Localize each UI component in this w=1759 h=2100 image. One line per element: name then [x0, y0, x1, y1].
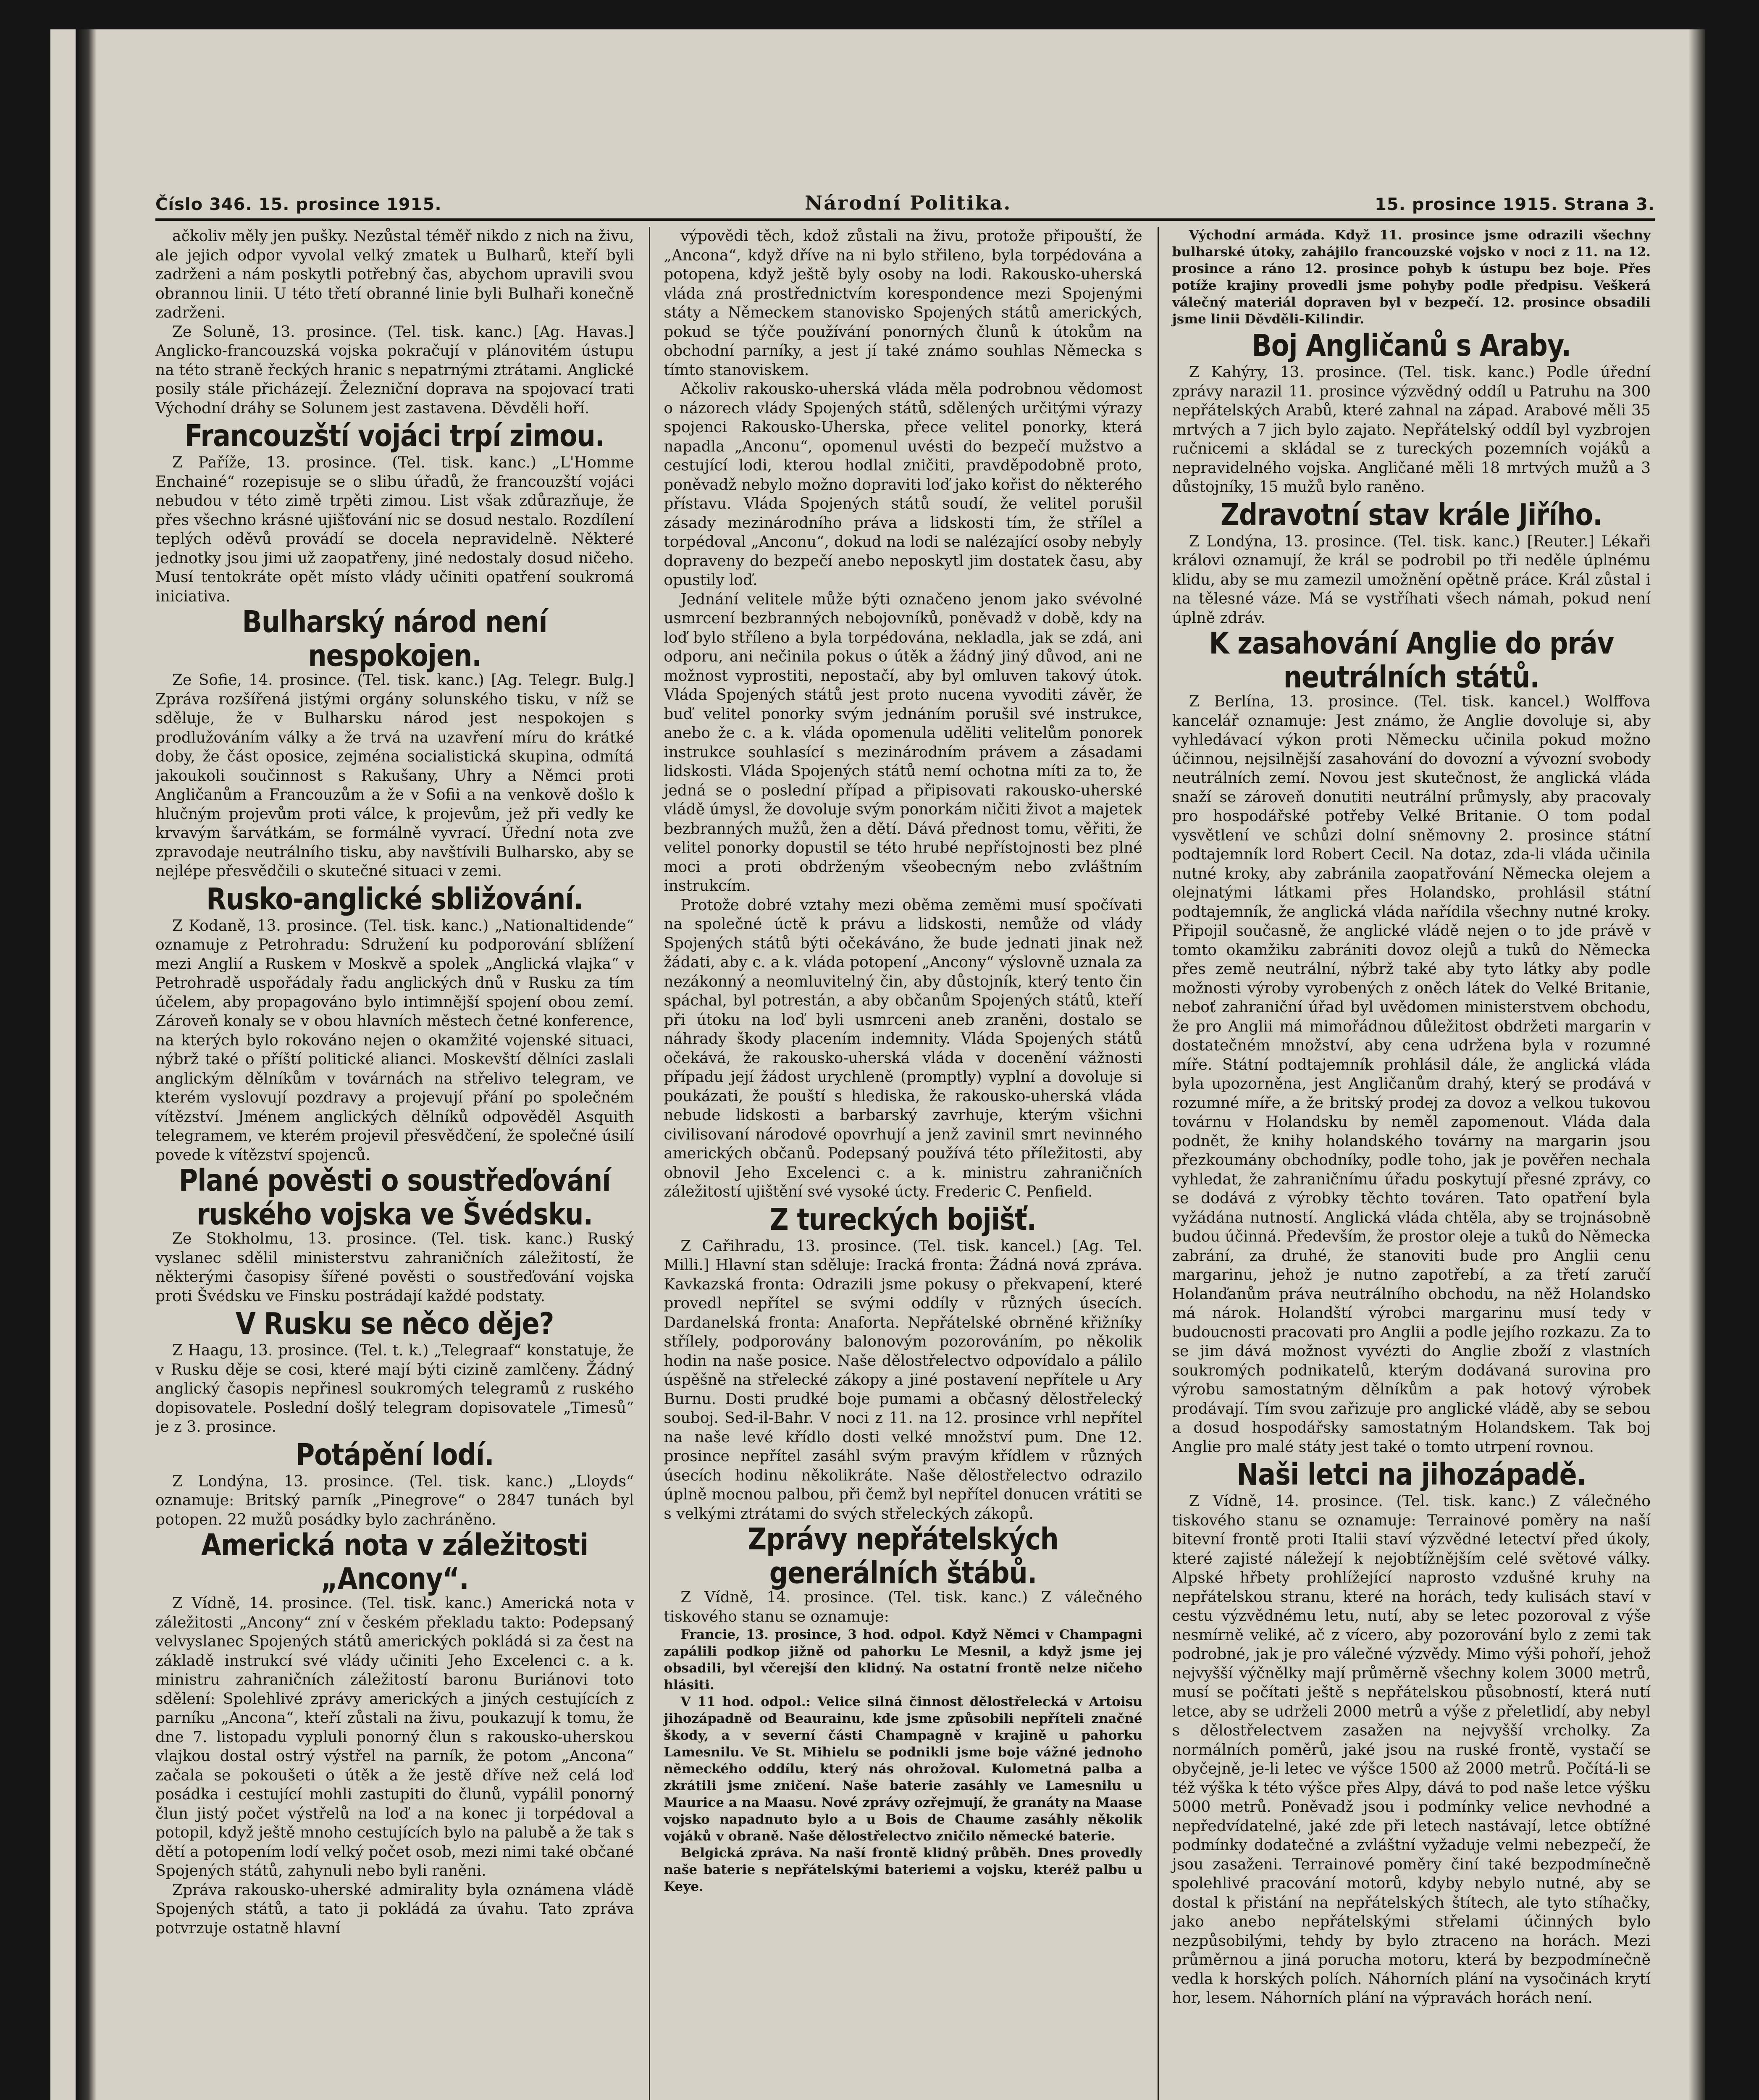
- header-masthead: Národní Politika.: [805, 192, 1012, 214]
- page-edge-shadow: [1688, 29, 1705, 2100]
- page-fold-shadow: [76, 29, 97, 2100]
- article-headline: Americká nota v záležitosti „Ancony“.: [201, 1527, 588, 1596]
- article-paragraph: Protože dobré vztahy mezi oběma zeměmi musí spočívati na společné úctě k právu a lidskosti, nemůže od vlády Spojených států býti očekáváno, že bude jednati jinak než žádati, aby c. a k. vláda potopení „Ancony“ výslovně uznala za nezákonný a neomluvitelný čin, aby důstojník, který tento čin spáchal, byl potrestán, a aby občanům Spojených států, kteří při útoku na loď byli usmrceni aneb zraněni, dostalo se náhrady škody placením indemnity. Vláda Spojených států očekává, že rakousko-uherská vláda v docenění vážnosti případu její žádost urychleně (promptly) vyplní a dovoluje si poukázati, že pouští s hlediska, že rakousko-uherská vláda nebude lidskosti a barbarský zavrhuje, kterým všichni civilisovaní národové opovrhují a jenž zavinil smrt nevinného amerických občanů. Podepsaný používá této příležitosti, aby obnovil Jeho Excelenci c. a k. ministru zahraničních záležitostí ujištění své vysoké úcty. Frederic C. Penfield.: [664, 896, 1142, 1200]
- article-paragraph: Z Vídně, 14. prosince. (Tel. tisk. kanc.) Americká nota v záležitosti „Ancony“ zní v českém překladu takto: Podepsaný velvyslanec Spojených států amerických pokládá si za čest na základě instrukcí své vlády učiniti Jeho Excelenci c. a k. ministru zahraničních záležitostí baronu Buriánovi toto sdělení: Spolehlivé zprávy amerických a jiných cestujících z parníku „Ancona“, kteří zůstali na živu, poukazují k tomu, že dne 7. listopadu vypluli ponorný člun s rakousko-uherskou vlajkou dostal ostrý výstřel na parník, že potom „Ancona“ začala se pokoušeti o útěk a že jestě dříve než celá loď posádka i cestující mohli zastupiti do člunů, vypálil ponorný člun jistý počet výstřelů na loď a na konec ji torpédoval a potopil, když ještě mnoho cestujících bylo na palubě a že tak s dětí a potopením lodí velký počet osob, mezi nimi také občané Spojených států, zahynuli nebo byli raněni.: [155, 1595, 634, 1880]
- article-paragraph: Zpráva rakousko-uherské admirality byla oznámena vládě Spojených států, a tato ji pokládá za úvahu. Tato zpráva potvrzuje ostatně hlavní: [155, 1881, 634, 1937]
- header-issue: Číslo 346. 15. prosince 1915.: [155, 195, 442, 214]
- article-headline: V Rusku se něco děje?: [235, 1306, 554, 1341]
- page-header: [155, 172, 1655, 214]
- article-headline: Plané pověsti o soustřeďování ruského vojska ve Švédsku.: [179, 1163, 611, 1232]
- article-paragraph: Z Kodaně, 13. prosince. (Tel. tisk. kanc.) „Nationaltidende“ oznamuje z Petrohradu: Sdružení ku podporování sblížení mezi Anglií a Ruskem v Moskvě a spolek „Anglická vlajka“ v Petrohradě uspořádaly řadu anglických dnů v Rusku za tím účelem, aby propagováno bylo intimnější spojení obou zemí. Zároveň konaly se v obou hlavních městech četné konference, na kterých bylo rokováno nejen o okamžité vojenské situaci, nýbrž také o příští politické alianci. Moskevští dělníci zaslali anglickým dělníkům v továrnách na střelivo telegram, ve kterém vyslovují pozdravy a projevují přání po společném vítězství. Jménem anglických dělníků odpověděl Asquith telegramem, ve kterém projevil přesvědčení, že společné úsilí povede k vítězství spojenců.: [155, 917, 634, 1164]
- newspaper-page: [50, 29, 1705, 2100]
- article-paragraph: Z Kahýry, 13. prosince. (Tel. tisk. kanc.) Podle úřední zprávy narazil 11. prosince výzvědný oddíl u Patruhu na 300 nepřátelských Arabů, které zahnal na západ. Arabové měli 35 mrtvých a 7 jich bylo zajato. Nepřátelský oddíl byl vyzbrojen ručnicemi a skládal se z tureckých pozemních vojáků a nepravidelného vojska. Angličané měli 18 mrtvých mužů a 3 důstojníky, 15 mužů bylo raněno.: [1172, 364, 1651, 496]
- article-paragraph: Z Londýna, 13. prosince. (Tel. tisk. kanc.) [Reuter.] Lékaři královi oznamují, že král se podrobil po tři neděle úplnému klidu, aby se mu zamezil umožnění opětně práce. Král zůstal i na tělesné váze. Má se vystříhati všech námah, pokud není úplně zdráv.: [1172, 533, 1651, 627]
- article-headline: Potápění lodí.: [295, 1436, 494, 1472]
- article-headline: Zdravotní stav krále Jiřího.: [1220, 496, 1602, 532]
- article-paragraph: Východní armáda. Když 11. prosince jsme odrazili všechny bulharské útoky, zahájilo francouzské vojsko v noci z 11. na 12. prosince a ráno 12. prosince pohyb k ústupu bez boje. Přes potíže krajiny provedli jsme pohyby podle předpisu. Veškerá válečný materiál dopraven byl v bezpečí. 12. prosince obsadili jsme linii Děvděli-Kilindir.: [1172, 228, 1651, 327]
- article-paragraph: Z Cařihradu, 13. prosince. (Tel. tisk. kancel.) [Ag. Tel. Milli.] Hlavní stan sděluje: Iracká fronta: Žádná nová zpráva. Kavkazská fronta: Odrazili jsme pokusy o překvapení, které provedl nepřítel se svými oddíly v různých úsecích. Dardanelská fronta: Anaforta. Nepřátelské obrněné křižníky střílely, podporovány balonovým pozorováním, po několik hodin na naše posice. Naše dělostřelectvo odpovídalo a pálilo úspěšně na střelecké zákopy a jiné postavení nepřítele u Ary Burnu. Dosti prudké boje pumami a občasný dělostřelecký souboj. Sed-il-Bahr. V noci z 11. na 12. prosince vrhl nepřítel na naše levé křídlo dosti velké množství pum. Dne 12. prosince nepřítel zasáhl svým pravým křídlem v různých úsecích hodinu několikráte. Naše dělostřelectvo odrazilo úplně mocnou palbou, při čemž byl nepřítel donucen vrátiti se s velkými ztrátami do svých střeleckých zákopů.: [664, 1237, 1142, 1522]
- article-paragraph: ačkoliv měly jen pušky. Nezůstal téměř nikdo z nich na živu, ale jejich odpor vyvolal velký zmatek u Bulharů, kteří byli zadrženi a nám poskytli potřebný čas, abychom upravili svou obrannou linii. U této třetí obranné linie byli Bulhaři konečně zadrženi.: [155, 228, 634, 321]
- article-headline: Z tureckých bojišť.: [769, 1201, 1037, 1237]
- article-paragraph: V 11 hod. odpol.: Velice silná činnost dělostřelecká v Artoisu jihozápadně od Beaurainu, kde jsme způsobili nepříteli značné škody, a v severní části Champagně v krajině u pahorku Lamesnilu. Ve St. Mihielu se podnikli jsme boje vážné jednoho německého oddílu, který nás ohrožoval. Kulometná palba a zkrátili jsme zničení. Naše baterie zasáhly ve Lamesnilu u Maurice a na Maasu. Nové zprávy ozřejmují, že granáty na Maase vojsko napadnuto bylo a u Bois de Chaume zasáhly několik vojáků v obraně. Naše dělostřelectvo zničilo německé baterie.: [664, 1694, 1142, 1844]
- article-paragraph: Ačkoliv rakousko-uherská vláda měla podrobnou vědomost o názorech vlády Spojených států, sdělených určitými výrazy spojenci Rakousko-Uherska, přece velitel ponorky, která napadla „Anconu“, opomenul uvésti do bezpečí mužstvo a cestující lodi, kterou hodlal zničiti, pravděpodobně proto, poněvadž nebylo možno dopraviti loď jako kořist do některého přístavu. Vláda Spojených států soudí, že velitel porušil zásady mezinárodního práva a lidskosti tím, že střílel a torpédoval „Anconu“, dokud na lodi se nalézající osoby nebyly dopraveny do bezpečí anebo neposkytl jim dostatek času, aby opustily loď.: [664, 381, 1142, 589]
- column-1: [155, 227, 634, 2100]
- article-headline: Rusko-anglické sbližování.: [206, 881, 583, 916]
- article-paragraph: Ze Sofie, 14. prosince. (Tel. tisk. kanc.) [Ag. Telegr. Bulg.] Zpráva rozšířená jistými orgány solunského tisku, v níž se sděluje, že v Bulharsku národ jest nespokojen s prodlužováním války a že trvá na uzavření míru do krátké doby, že část oposice, zejména socialistická skupina, odmítá jakoukoli součinnost s Rakušany, Uhry a Němci proti Angličanům a Francouzům a že v Sofii a na venkově došlo k hlučným projevům proti válce, k projevům, jež při vedly ke krvavým šarvátkám, se formálně vyvrací. Úřední nota zve zpravodaje neutrálního tisku, aby navštívili Bulharsko, aby se nejlépe přesvědčili o skutečné situaci v zemi.: [155, 672, 634, 880]
- article-columns: [155, 227, 1651, 2100]
- article-paragraph: Z Vídně, 14. prosince. (Tel. tisk. kanc.) Z válečného tiskového stanu se oznamuje: Terrainové poměry na naší bitevní frontě proti Italii staví výzvědné letectví před úkoly, které zajisté náležejí k nejobtížnějším celé světové války. Alpské hřbety prohlížející naprosto vzdušné kruhy na nepřátelskou stranu, které na horách, tedy kulisách staví v cestu výzvědnému letu, nutí, aby se letec pozoroval z výše nesmírně veliké, ač z vícero, aby pozorování bylo z zemi tak podrobné, jak je pro válečné výzvědy. Mimo výši pohoří, jehož nejvyšší výčnělky mají průměrně všechny kolem 3000 metrů, musí se počítati ještě s nepřátelskou působností, která nutí letce, aby se udrželi 2000 metrů a výše z přeletlidí, aby nebyl s dělostřelectvem zasažen na nejvyšší vrcholky. Za normálních poměrů, jaké jsou na ruské frontě, vystačí se obyčejně, je-li letec ve výšce 1500 až 2000 metrů. Počítá-li se též výška k této výšce přes Alpy, dává to pod naše letce výšku 5000 metrů. Poněvadž jsou i podmínky velice nevhodné a nepředvídatelné, jaké zde při letech nastávají, letce obtížné podmínky dodatečné a zvláštní vyžaduje velmi nebezpečí, že jsou zasaženi. Terrainové poměry činí také bezpodmínečně spolehlivé pracování motorů, kdyby nebylo nutné, aby se dostal k přistání na nepřátelských štítech, ale tyto stíhačky, jako anebo nepřátelskými střelami účinných bylo nezpůsobilými, tehdy by bylo ztraceno na horách. Mezi průměrnou a jiná porucha motoru, která by bezpodmínečně vedla k horských polích. Náhorních plání na vysočinách krytí hor, lesem. Náhorních plání na výpravách horách není.: [1172, 1493, 1651, 2007]
- article-paragraph: Z Berlína, 13. prosince. (Tel. tisk. kancel.) Wolffova kancelář oznamuje: Jest známo, že Anglie dovoluje si, aby vyhledávací výkon proti Německu učinila pokud možno účinnou, nejsilnější zasahování do dovozní a vývozní svobody neutrálních zemí. Novou jest skutečnost, že anglická vláda snaží se zároveň donutiti neutrální průmysly, aby pracovaly pro hospodářské potřeby Velké Britanie. O tom podal vysvětlení ve schůzi dolní sněmovny 2. prosince státní podtajemník lord Robert Cecil. Na dotaz, zda-li vláda učinila nutné kroky, aby zabránila zaopatřování Německa olejem a olejnatými látkami přes Holandsko, prohlásil státní podtajemník, že anglická vláda nařídila všechny nutné kroky. Připojil současně, že anglické vládě nejen o to jde právě v tomto okamžiku zabrániti dovoz olejů a tuků do Německa přes země neutrální, nýbrž také aby tyto látky aby podle možnosti výroby vyrobených z oněch látek do Velké Britanie, neboť zahraniční úřad byl uvědomen ministerstvem obchodu, že pro Anglii má mimořádnou důležitost obdržeti margarin v dostatečném množství, aby cena udržena byla v rozumné míře. Státní podtajemník prohlásil dále, že anglická vláda byla upozorněna, jest Angličanům drahý, který se prodává v rozumné míře, a že britský prodej za dovoz a velkou tukovou továrnu v Holandsku by neměl zapomenout. Vláda dala podnět, že knihy holandského továrny na margarin jsou přezkoumány obchodníky, podle toho, jak je pověřen nechala vyhledat, že zahraničnímu úřadu poskytují přesné zprávy, co se dodává z výrobky těchto továren. Tato opatření byla vyžádána nutností. Anglická vláda chtěla, aby se trojnásobně budou účinná. Především, že prostor oleje a tuků do Německa zabrání, za druhé, že stanoviti bude pro Anglii cenu margarinu, jehož je nutno zapotřebí, a za třetí zaručí Holanďanům práva neutrálního obchodu, na něž Holandsko má nárok. Holandští výrobci margarinu musí tedy v budoucnosti pracovati pro Anglii a podle jejího rozkazu. Za to se jim dává možnost vyvézti do Anglie zboží z vlastních soukromých podnikatelů, kterým dodávaná surovina pro výrobu samostatným dělníkům a pak hotový výrobek prodávají. Tím svou zařizuje pro anglické vládě, aby se sebou a dosud hospodářsky samostatným Holandskem. Tak boj Anglie pro malé státy jest také o tomto utrpení rovnou.: [1172, 693, 1651, 1456]
- article-paragraph: Jednání velitele může býti označeno jenom jako svévolné usmrcení bezbranných nebojovníků, poněvadž v době, kdy na loď bylo stříleno a byla torpédována, nekladla, jak se zdá, ani odporu, ani nečinila pokus o útěk a žádný jiný důvod, ani ne možnost vyprostiti, nepostačí, aby byl omluven takový útok. Vláda Spojených států jest proto nucena vyvoditi závěr, že buď velitel ponorky svým jednáním porušil své instrukce, anebo že c. a k. vláda opomenula uděliti velitelům ponorek instrukce souhlasící s mezinárodním právem a zásadami lidskosti. Vláda Spojených států nemí ochotna míti za to, že jedná se o poslední případ a připisovati rakousko-uherské vládě úmysl, že dovoluje svým ponorkám ničiti život a majetek bezbranných mužů, žen a dětí. Dává přednost tomu, věřiti, že velitel ponorky dopustil se této hrubé nepřístojnosti bez plné moci a proti obdrženým všeobecným nebo zvláštním instrukcím.: [664, 591, 1142, 895]
- article-headline: Bulharský národ není nespokojen.: [242, 604, 547, 673]
- article-paragraph: Francie, 13. prosince, 3 hod. odpol. Když Němci v Champagni zapálili podkop jižně od pahorku Le Mesnil, a když jsme jej obsadili, byl včerejší den klidný. Na ostatní frontě nelze ničeho hlásiti.: [664, 1627, 1142, 1693]
- article-paragraph: Z Haagu, 13. prosince. (Tel. t. k.) „Telegraaf“ konstatuje, že v Rusku děje se cosi, které mají býti cizině zamlčeny. Žádný anglický časopis nepřinesl soukromých telegramů z ruského dopisovatele. Poslední došlý telegram dopisovatele „Timesů“ je z 3. prosince.: [155, 1342, 634, 1436]
- article-headline: Boj Angličanů s Araby.: [1252, 328, 1571, 363]
- column-2: [649, 227, 1142, 2100]
- article-headline: Zprávy nepřátelských generálních štábů.: [748, 1521, 1058, 1591]
- article-paragraph: Ze Stokholmu, 13. prosince. (Tel. tisk. kanc.) Ruský vyslanec sdělil ministerstvu zahraničních záležitostí, že některými časopisy šířené pověsti o soustřeďování vojska proti Švédsku ve Finsku postrádají každé podstaty.: [155, 1230, 634, 1305]
- article-paragraph: Belgická zpráva. Na naší frontě klidný průběh. Dnes provedly naše baterie s nepřátelskými bateriemi a vojsku, kteréž palbu u Keye.: [664, 1845, 1142, 1894]
- article-paragraph: výpovědi těch, kdož zůstali na živu, protože připouští, že „Ancona“, když dříve na ni bylo střileno, byla torpédována a potopena, když ještě byly osoby na lodi. Rakousko-uherská vláda zná prostřednictvím korespondence mezi Spojenými státy a Německem stanovisko Spojených států amerických, pokud se týče používání ponorných člunů k útokům na obchodní parníky, a jest jí také známo souhlas Německa s tímto stanoviskem.: [664, 228, 1142, 379]
- article-headline: K zasahování Anglie do práv neutrálních států.: [1209, 625, 1614, 695]
- column-3: [1158, 227, 1651, 2100]
- article-paragraph: Z Vídně, 14. prosince. (Tel. tisk. kanc.) Z válečného tiskového stanu se oznamuje:: [664, 1589, 1142, 1625]
- article-headline: Naši letci na jihozápadě.: [1237, 1457, 1586, 1492]
- article-paragraph: Z Londýna, 13. prosince. (Tel. tisk. kanc.) „Lloyds“ oznamuje: Britský parník „Pinegrove“ o 2847 tunách byl potopen. 22 mužů posádky bylo zachráněno.: [155, 1473, 634, 1528]
- article-paragraph: Ze Soluně, 13. prosince. (Tel. tisk. kanc.) [Ag. Havas.] Anglicko-francouzská vojska pokračují v plánovitém ústupu na této straně řeckých hranic s nepatrnými ztrátami. Anglické posily stále přicházejí. Železniční doprava na spojovací trati Východní dráhy se Solunem jest zastavena. Děvděli hoří.: [155, 323, 634, 417]
- article-paragraph: Z Paříže, 13. prosince. (Tel. tisk. kanc.) „L'Homme Enchainé“ rozepisuje se o slibu úřadů, že francouzští vojáci nebudou v této zimě trpěti zimou. List však zdůrazňuje, že přes všechno krásné ujišťování nic se dosud nestalo. Rozdílení teplých oděvů provádí se docela nepravidelně. Některé jednotky jsou jimi už zaopatřeny, jiné nedostaly dosud ničeho. Musí tentokráte opět místo vlády učiniti opatření soukromá iniciativa.: [155, 454, 634, 605]
- header-page: 15. prosince 1915. Strana 3.: [1375, 195, 1655, 214]
- header-rule: [155, 218, 1655, 221]
- article-headline: Francouzští vojáci trpí zimou.: [185, 418, 605, 454]
